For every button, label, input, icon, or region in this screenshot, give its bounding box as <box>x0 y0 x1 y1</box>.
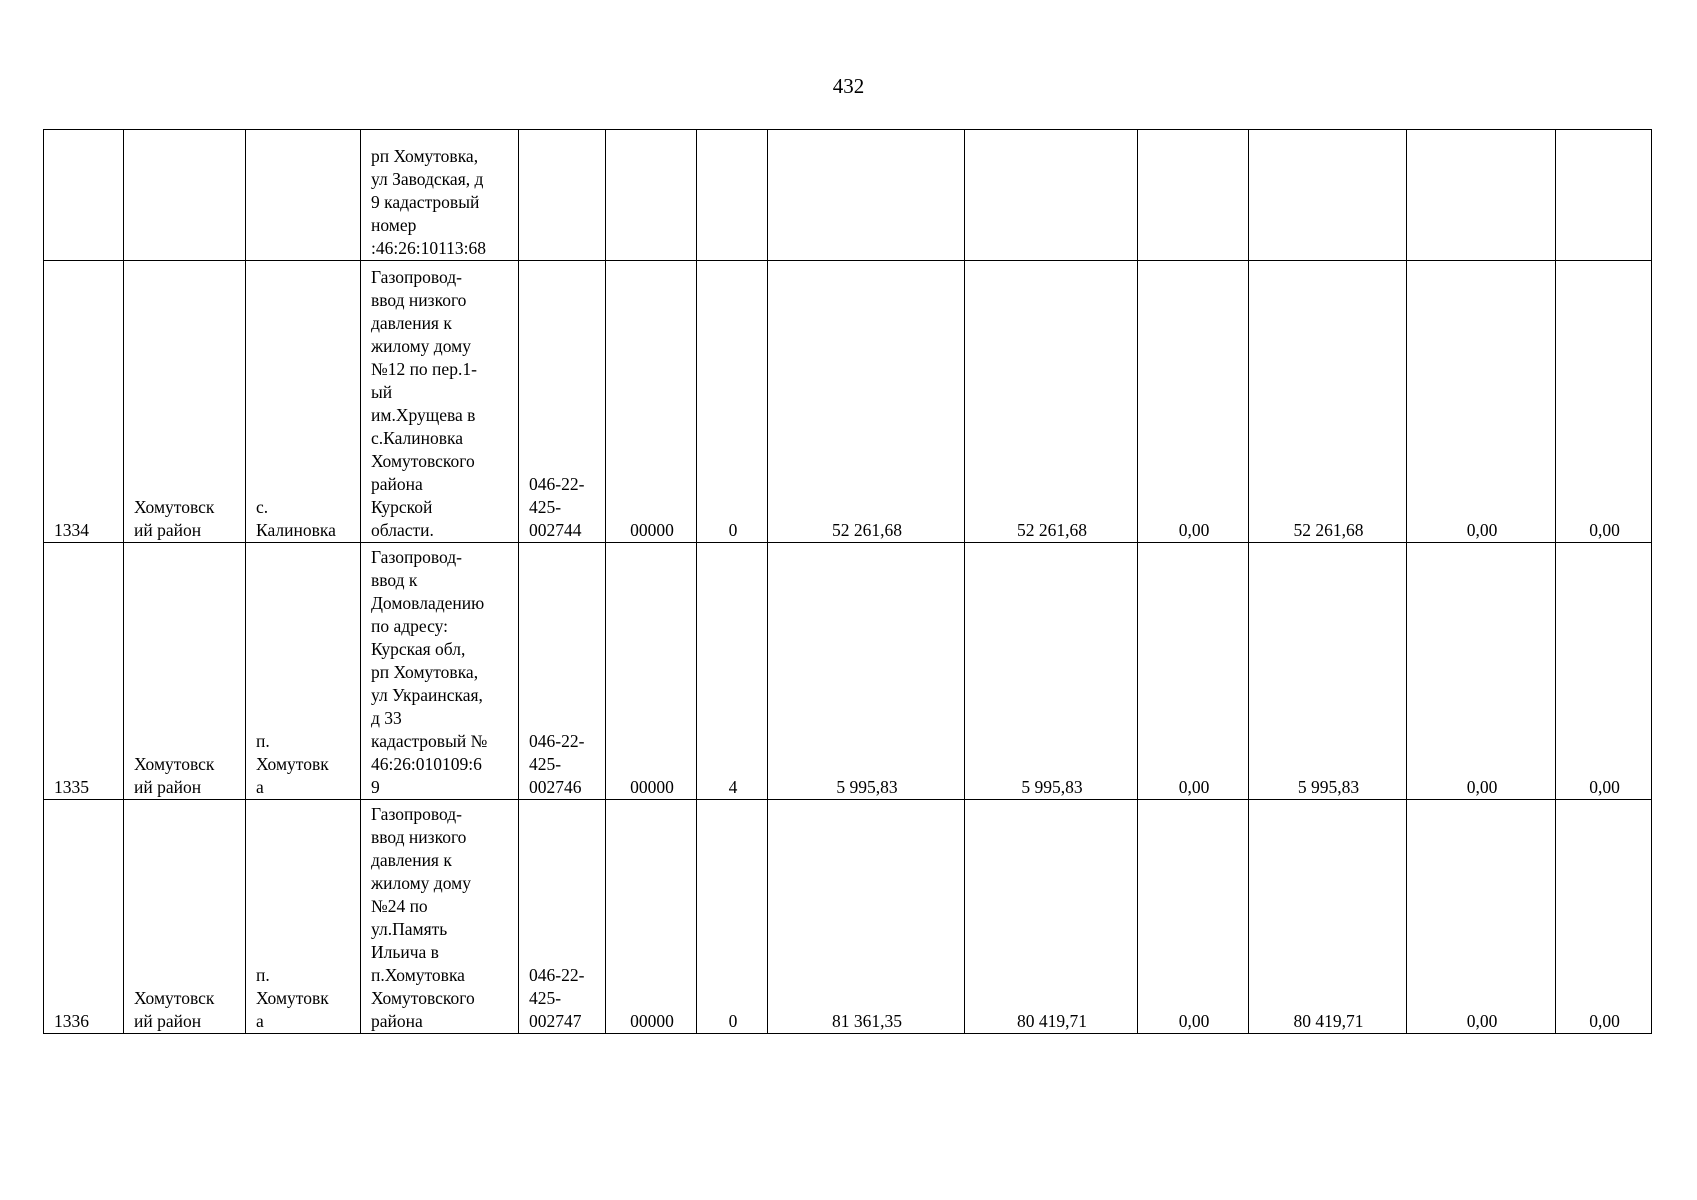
table-row <box>44 800 1652 1034</box>
amount1-cell: 52 261,68 <box>768 261 965 543</box>
amount1-cell <box>768 130 965 261</box>
amount5-cell <box>1407 130 1556 261</box>
district-cell: Хомутовск ий район <box>124 800 246 1034</box>
amount2-cell: 52 261,68 <box>965 261 1138 543</box>
table-row <box>44 543 1652 800</box>
col6-cell <box>606 130 697 261</box>
district-cell <box>124 130 246 261</box>
district-cell: Хомутовск ий район <box>124 543 246 800</box>
amount3-cell: 0,00 <box>1138 800 1249 1034</box>
description-cell: рп Хомутовка, ул Заводская, д 9 кадастровый номер :46:26:10113:68 <box>361 130 519 261</box>
description-cell: Газопровод- ввод низкого давления к жилому дому №12 по пер.1- ый им.Хрущева в с.Калиновка Хомутовского района Курской области. <box>361 261 519 543</box>
row-number-cell: 1336 <box>44 800 124 1034</box>
row-number-cell <box>44 130 124 261</box>
amount1-cell: 5 995,83 <box>768 543 965 800</box>
amount2-cell: 5 995,83 <box>965 543 1138 800</box>
code-cell: 046-22- 425- 002746 <box>519 543 606 800</box>
amount3-cell: 0,00 <box>1138 543 1249 800</box>
col7-cell: 4 <box>697 543 768 800</box>
amount6-cell: 0,00 <box>1556 800 1652 1034</box>
locality-cell: п. Хомутовк а <box>246 800 361 1034</box>
amount3-cell <box>1138 130 1249 261</box>
locality-cell: с. Калиновка <box>246 261 361 543</box>
description-cell: Газопровод- ввод низкого давления к жилому дому №24 по ул.Память Ильича в п.Хомутовка Хомутовского района <box>361 800 519 1034</box>
amount2-cell: 80 419,71 <box>965 800 1138 1034</box>
code-cell <box>519 130 606 261</box>
code-cell: 046-22- 425- 002744 <box>519 261 606 543</box>
amount5-cell: 0,00 <box>1407 261 1556 543</box>
table-row <box>44 130 1652 261</box>
amount6-cell: 0,00 <box>1556 261 1652 543</box>
district-cell: Хомутовск ий район <box>124 261 246 543</box>
row-number-cell: 1334 <box>44 261 124 543</box>
amount4-cell <box>1249 130 1407 261</box>
page-number: 432 <box>832 74 865 98</box>
col6-cell: 00000 <box>606 800 697 1034</box>
amount5-cell: 0,00 <box>1407 543 1556 800</box>
col6-cell: 00000 <box>606 261 697 543</box>
amount6-cell <box>1556 130 1652 261</box>
amount4-cell: 80 419,71 <box>1249 800 1407 1034</box>
table-row <box>44 261 1652 543</box>
description-cell: Газопровод- ввод к Домовладению по адресу: Курская обл, рп Хомутовка, ул Украинская, д 33 кадастровый № 46:26:010109:6 9 <box>361 543 519 800</box>
locality-cell: п. Хомутовк а <box>246 543 361 800</box>
amount2-cell <box>965 130 1138 261</box>
col7-cell <box>697 130 768 261</box>
amount4-cell: 52 261,68 <box>1249 261 1407 543</box>
amount1-cell: 81 361,35 <box>768 800 965 1034</box>
registry-table <box>43 129 1652 1034</box>
amount6-cell: 0,00 <box>1556 543 1652 800</box>
amount5-cell: 0,00 <box>1407 800 1556 1034</box>
col7-cell: 0 <box>697 800 768 1034</box>
code-cell: 046-22- 425- 002747 <box>519 800 606 1034</box>
amount3-cell: 0,00 <box>1138 261 1249 543</box>
amount4-cell: 5 995,83 <box>1249 543 1407 800</box>
locality-cell <box>246 130 361 261</box>
col6-cell: 00000 <box>606 543 697 800</box>
row-number-cell: 1335 <box>44 543 124 800</box>
col7-cell: 0 <box>697 261 768 543</box>
